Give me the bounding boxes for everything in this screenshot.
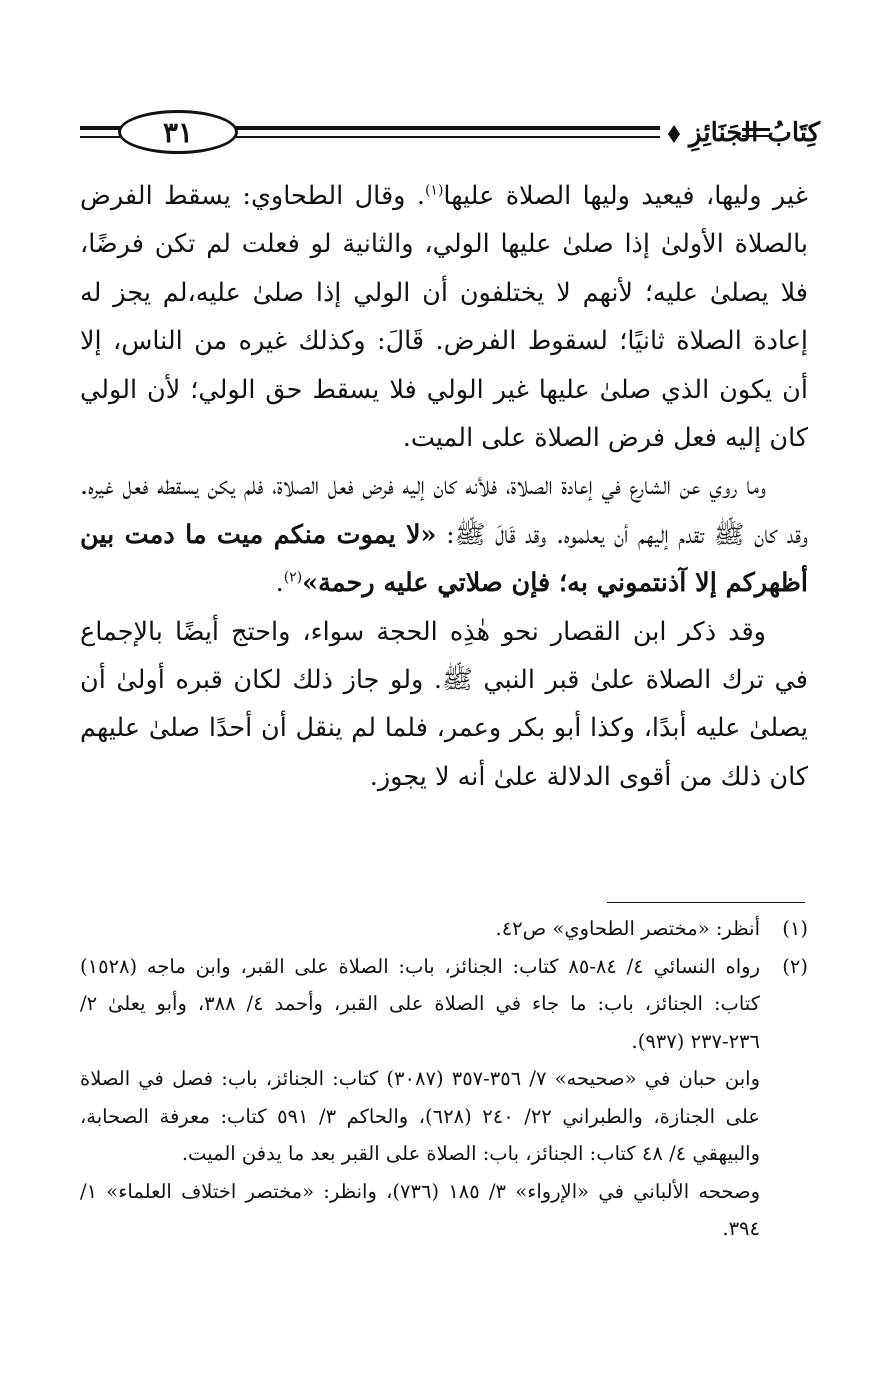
page-number: ٣١ xyxy=(118,110,238,154)
footnote-separator xyxy=(607,902,805,903)
footnote-number: (٢) xyxy=(782,954,808,978)
header-rule-left-top xyxy=(230,126,660,130)
footnote-number: (١) xyxy=(782,917,808,940)
header-rule-left-bottom xyxy=(230,136,660,138)
footnote-ref-2: (٢) xyxy=(283,569,303,586)
paragraph-3: وقد ذكر ابن القصار نحو هٰذِه الحجة سواء، واحتج أيضًا بالإجماع في ترك الصلاة علىٰ قبر النبي ﷺ. ولو جاز ذلك لكان قبره أولىٰ أن يصلىٰ عليه أبدًا، وكذا أبو بكر وعمر، فلما لم ينقل أن أحدًا صلىٰ عليهم كان ذلك من أقوى الدلالة علىٰ أنه لا يجوز. xyxy=(80,616,808,792)
footnote-text: رواه النسائي ٤/ ٨٤-٨٥ كتاب: الجنائز، باب: الصلاة على القبر، وابن ماجه (١٥٢٨) كتاب: الجنائز، باب: ما جاء في الصلاة على القبر، وأحمد ٤/ ٣٨٨، وأبو يعلىٰ ٢/ ٢٣٦-٢٣٧ (٩٣٧). xyxy=(80,954,760,1053)
running-title: كِتَابُ الجَنَائِزِ xyxy=(689,118,820,148)
paragraph-2: وما روي عن الشارع في إعادة الصلاة، فلأنه كان إليه فرض فعل الصلاة، فلم يكن يسقطه فعل غيره. وقد كان ﷺ تقدم إليهم أن يعلموه. وقد قَالَ ﷺ: «لا يموت منكم ميت ما دمت بين أظهركم إلا آذنتموني به؛ فإن صلاتي عليه رحمة»$^{(٢)}$. xyxy=(80,471,808,599)
hadith-quote: «لا يموت منكم ميت ما دمت بين أظهركم إلا آذنتموني به؛ فإن صلاتي عليه رحمة» xyxy=(80,519,808,599)
main-text xyxy=(80,172,808,801)
paragraph-1: غير وليها، فيعيد وليها الصلاة عليها$^{(١)}$. وقال الطحاوي: يسقط الفرض بالصلاة الأولىٰ إذا صلىٰ عليها الولي، والثانية لو فعلت لم تكن فرضًا، فلا يصلىٰ عليه؛ لأنهم لا يختلفون أن الولي إذا صلىٰ عليه،لم يجز له إعادة الصلاة ثانيًا؛ لسقوط الفرض. قَالَ: وكذلك غيره من الناس، إلا أن يكون الذي صلىٰ عليها غير الولي فلا يسقط حق الولي؛ لأن الولي كان إليه فعل فرض الصلاة على الميت. xyxy=(80,181,808,454)
footnote-ref-1: (١) xyxy=(424,182,444,199)
footnote-text: أنظر: «مختصر الطحاوي» ص٤٢. xyxy=(495,917,760,940)
footnotes xyxy=(80,910,808,1248)
footnote-2 xyxy=(80,948,808,1248)
footnote-text: وصححه الألباني في «الإرواء» ٣/ ١٨٥ (٧٣٦)، وانظر: «مختصر اختلاف العلماء» ١/ ٣٩٤. xyxy=(80,1179,760,1240)
ornament-icon xyxy=(666,124,682,144)
footnote-text: وابن حبان في «صحيحه» ٧/ ٣٥٦-٣٥٧ (٣٠٨٧) كتاب: الجنائز، باب: فصل في الصلاة على الجنازة، والطبراني ٢٢/ ٢٤٠ (٦٢٨)، والحاكم ٣/ ٥٩١ كتاب: معرفة الصحابة، والبيهقي ٤/ ٤٨ كتاب: الجنائز، باب: الصلاة على القبر بعد ما يدفن الميت. xyxy=(80,1067,760,1165)
footnote-1 xyxy=(80,910,808,948)
page-header xyxy=(80,110,820,162)
